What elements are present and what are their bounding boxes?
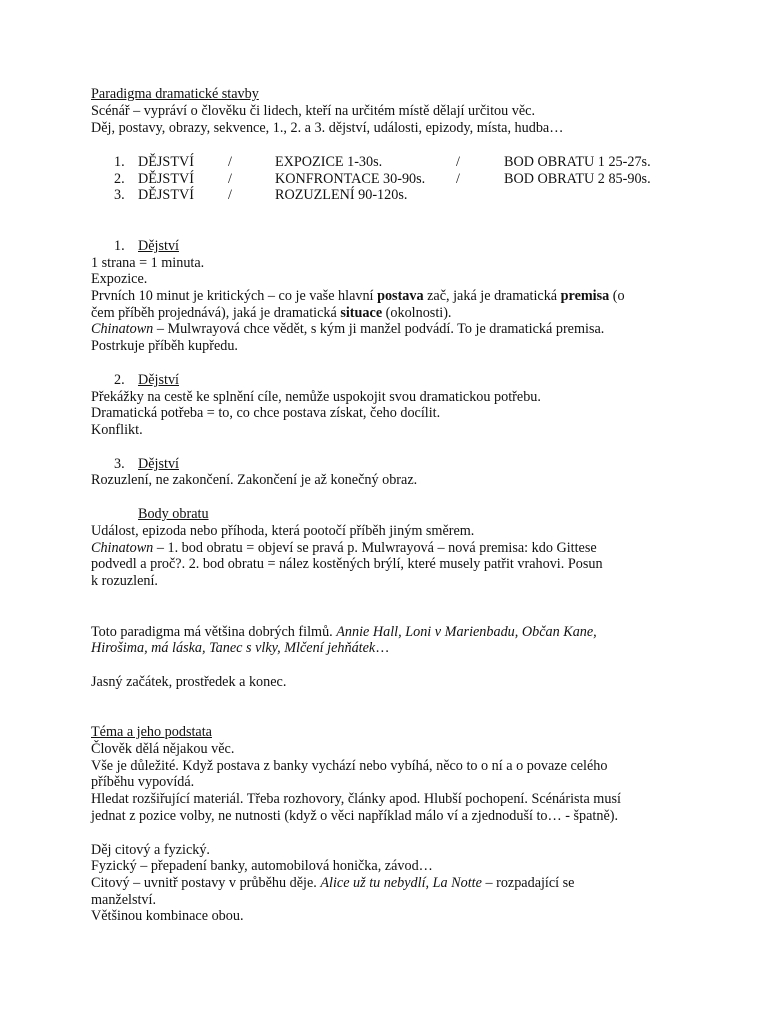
act-name: DĚJSTVÍ <box>138 154 194 170</box>
act3-heading-label: Dějství <box>138 456 179 472</box>
separator: / <box>456 154 460 170</box>
action-line-3: Citový – uvnitř postavy v průběhu děje. Alice už tu nebydlí, La Notte – rozpadající se <box>91 875 575 891</box>
turns-line-2: Chinatown – 1. bod obratu = objeví se pravá p. Mulwrayová – nová premisa: kdo Gittese <box>91 540 597 556</box>
turns-heading-label: Body obratu <box>138 506 209 522</box>
action-line-5: Většinou kombinace obou. <box>91 908 244 924</box>
act1-heading-label: Dějství <box>138 238 179 254</box>
theme-line-2: Vše je důležité. Když postava z banky vychází nebo vybíhá, něco to o ní a o povaze celého <box>91 758 608 774</box>
bold-situace: situace <box>340 305 383 321</box>
act1-number: 1. <box>114 238 125 254</box>
act1-line-4: čem příběh projednává), jaká je dramatická situace (okolnosti). <box>91 305 452 321</box>
act-phase: KONFRONTACE 30-90s. <box>275 171 426 187</box>
act1-line-6: Postrkuje příběh kupředu. <box>91 338 238 354</box>
action-line-4: manželství. <box>91 892 157 908</box>
separator: / <box>456 171 460 187</box>
films-line-2: Hirošima, má láska, Tanec s vlky, Mlčení jehňátek… <box>91 640 390 656</box>
turning-point: BOD OBRATU 1 25-27s. <box>504 154 651 170</box>
action-line-2: Fyzický – přepadení banky, automobilová honička, závod… <box>91 858 433 874</box>
act-number: 1. <box>114 154 125 170</box>
films-line-1: Toto paradigma má většina dobrých filmů. Annie Hall, Loni v Marienbadu, Občan Kane, <box>91 624 597 640</box>
film-titles: Annie Hall, Loni v Marienbadu, Občan Kane, <box>336 624 597 640</box>
separator: / <box>228 171 232 187</box>
turns-heading <box>0 506 768 523</box>
intro-line-1: Scénář – vypráví o člověku či lidech, kteří na určitém místě dělají určitou věc. <box>91 103 535 119</box>
act-number: 3. <box>114 187 125 203</box>
act-name: DĚJSTVÍ <box>138 171 194 187</box>
theme-line-1: Člověk dělá nějakou věc. <box>91 741 235 757</box>
separator: / <box>228 154 232 170</box>
action-line-1: Děj citový a fyzický. <box>91 842 210 858</box>
act-number: 2. <box>114 171 125 187</box>
act2-line-2: Dramatická potřeba = to, co chce postava získat, čeho docílit. <box>91 405 441 421</box>
film-title: Chinatown <box>91 540 154 556</box>
bold-postava: postava <box>377 288 424 304</box>
theme-line-5: jednat z pozice volby, ne nutnosti (když o věci například málo ví a zjednoduší to… - špatně). <box>91 808 619 824</box>
theme-line-3: příběhu vypovídá. <box>91 774 195 790</box>
turns-line-4: k rozuzlení. <box>91 573 158 589</box>
theme-line-4: Hledat rozšiřující materiál. Třeba rozhovory, články apod. Hlubší pochopení. Scénárista musí <box>91 791 621 807</box>
acts-table-row-2 <box>0 171 768 188</box>
acts-table-row-1 <box>0 154 768 171</box>
bold-premisa: premisa <box>560 288 610 304</box>
turns-line-3: podvedl a proč?. 2. bod obratu = nález kostěných brýlí, které musely patřit vrahovi. Posun <box>91 556 603 572</box>
act3-heading <box>0 456 768 473</box>
act1-line-5: Chinatown – Mulwrayová chce vědět, s kým ji manžel podvádí. To je dramatická premisa. <box>91 321 605 337</box>
act2-heading-label: Dějství <box>138 372 179 388</box>
film-titles: Alice už tu nebydlí, La Notte <box>320 875 482 891</box>
turning-point: BOD OBRATU 2 85-90s. <box>504 171 651 187</box>
intro-line-2: Děj, postavy, obrazy, sekvence, 1., 2. a 3. dějství, události, epizody, místa, hudba… <box>91 120 564 136</box>
act3-number: 3. <box>114 456 125 472</box>
act3-line-1: Rozuzlení, ne zakončení. Zakončení je až konečný obraz. <box>91 472 418 488</box>
film-titles: Hirošima, má láska, Tanec s vlky, Mlčení jehňátek <box>91 640 376 656</box>
theme-heading: Téma a jeho podstata <box>91 724 212 740</box>
film-title: Chinatown <box>91 321 154 337</box>
act1-line-1: 1 strana = 1 minuta. <box>91 255 205 271</box>
act1-line-2: Expozice. <box>91 271 148 287</box>
clear-structure-line: Jasný začátek, prostředek a konec. <box>91 674 287 690</box>
act1-heading <box>0 238 768 255</box>
separator: / <box>228 187 232 203</box>
act2-heading <box>0 372 768 389</box>
act-name: DĚJSTVÍ <box>138 187 194 203</box>
document-title: Paradigma dramatické stavby <box>91 86 259 102</box>
act2-number: 2. <box>114 372 125 388</box>
act2-line-1: Překážky na cestě ke splnění cíle, nemůže uspokojit svou dramatickou potřebu. <box>91 389 541 405</box>
act2-line-3: Konflikt. <box>91 422 143 438</box>
act-phase: ROZUZLENÍ 90-120s. <box>275 187 408 203</box>
turns-line-1: Událost, epizoda nebo příhoda, která pootočí příběh jiným směrem. <box>91 523 475 539</box>
act1-line-3: Prvních 10 minut je kritických – co je vaše hlavní postava zač, jaká je dramatická premisa (o <box>91 288 625 304</box>
act-phase: EXPOZICE 1-30s. <box>275 154 383 170</box>
acts-table-row-3 <box>0 187 768 204</box>
